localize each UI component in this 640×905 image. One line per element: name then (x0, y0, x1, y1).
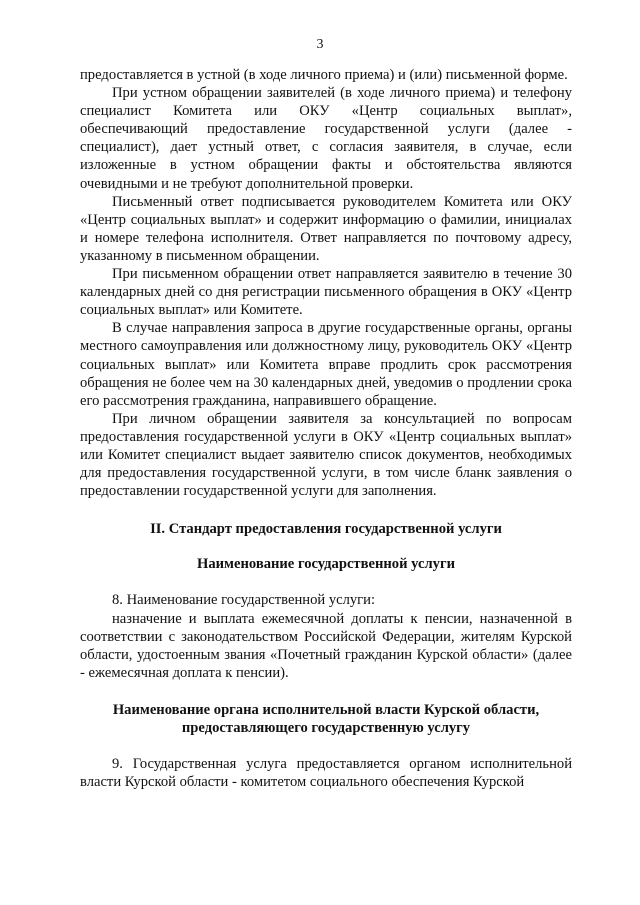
item-9-text: 9. Государственная услуга предоставляется органом исполнительной власти Курской области - комитетом социального обеспечения Курской (80, 756, 572, 791)
section-title: II. Стандарт предоставления государственной услуги (150, 521, 502, 538)
subsection-title-authority (80, 701, 572, 737)
subsection-title-authority-line-2: предоставляющего государственную услугу (181, 720, 471, 736)
paragraph-written-deadline: При письменном обращении ответ направляется заявителю в течение 30 календарных дней со дня регистрации письменного обращения в ОКУ «Центр социальных выплат» или Комитете. (80, 266, 572, 319)
paragraph-written-answer: Письменный ответ подписывается руководителем Комитета или ОКУ «Центр социальных выплат» и содержит информацию о фамилии, инициалах и номере телефона исполнителя. Ответ направляется по почтовому адресу, указанному в письменном обращении. (80, 193, 572, 264)
item-8-label: 8. Наименование государственной услуги: (112, 592, 376, 609)
page-number: 3 (316, 37, 324, 52)
subsection-title-service-name: Наименование государственной услуги (197, 556, 455, 573)
paragraph-continuation: предоставляется в устной (в ходе личного приема) и (или) письменной форме. (80, 67, 568, 83)
paragraph-extension: В случае направления запроса в другие государственные органы, органы местного самоуправления или должностному лицу, руководитель ОКУ «Центр социальных выплат» или Комитета вправе продлить срок рассмотрения обращения не более чем на 30 календарных дней, уведомив о продлении срока его рассмотрения гражданина, направившего обращение. (80, 320, 572, 409)
paragraph-oral-inquiry: При устном обращении заявителей (в ходе личного приема) и телефону специалист Комитета или ОКУ «Центр социальных выплат», обеспечивающий предоставление государственной услуги (далее - специалист), дает устный ответ, с согласия заявителя, в случае, если изложенные в устном обращении факты и обстоятельства являются очевидными и не требуют дополнительной проверки. (80, 85, 572, 192)
item-8-text: назначение и выплата ежемесячной доплаты к пенсии, назначенной в соответствии с законодательством Российской Федерации, жителям Курской области, удостоенным звания «Почетный гражданин Курской области» (далее - ежемесячная доплата к пенсии). (80, 610, 572, 681)
paragraph-personal-consultation: При личном обращении заявителя за консультацией по вопросам предоставления государственной услуги в ОКУ «Центр социальных выплат» или Комитет специалист выдает заявителю список документов, необходимых для предоставления государственной услуги, в том числе бланк заявления о предоставлении государственной услуги для заполнения. (80, 410, 572, 500)
document-body (80, 66, 572, 791)
subsection-title-authority-line-1: Наименование органа исполнительной власти Курской области, (112, 701, 540, 718)
